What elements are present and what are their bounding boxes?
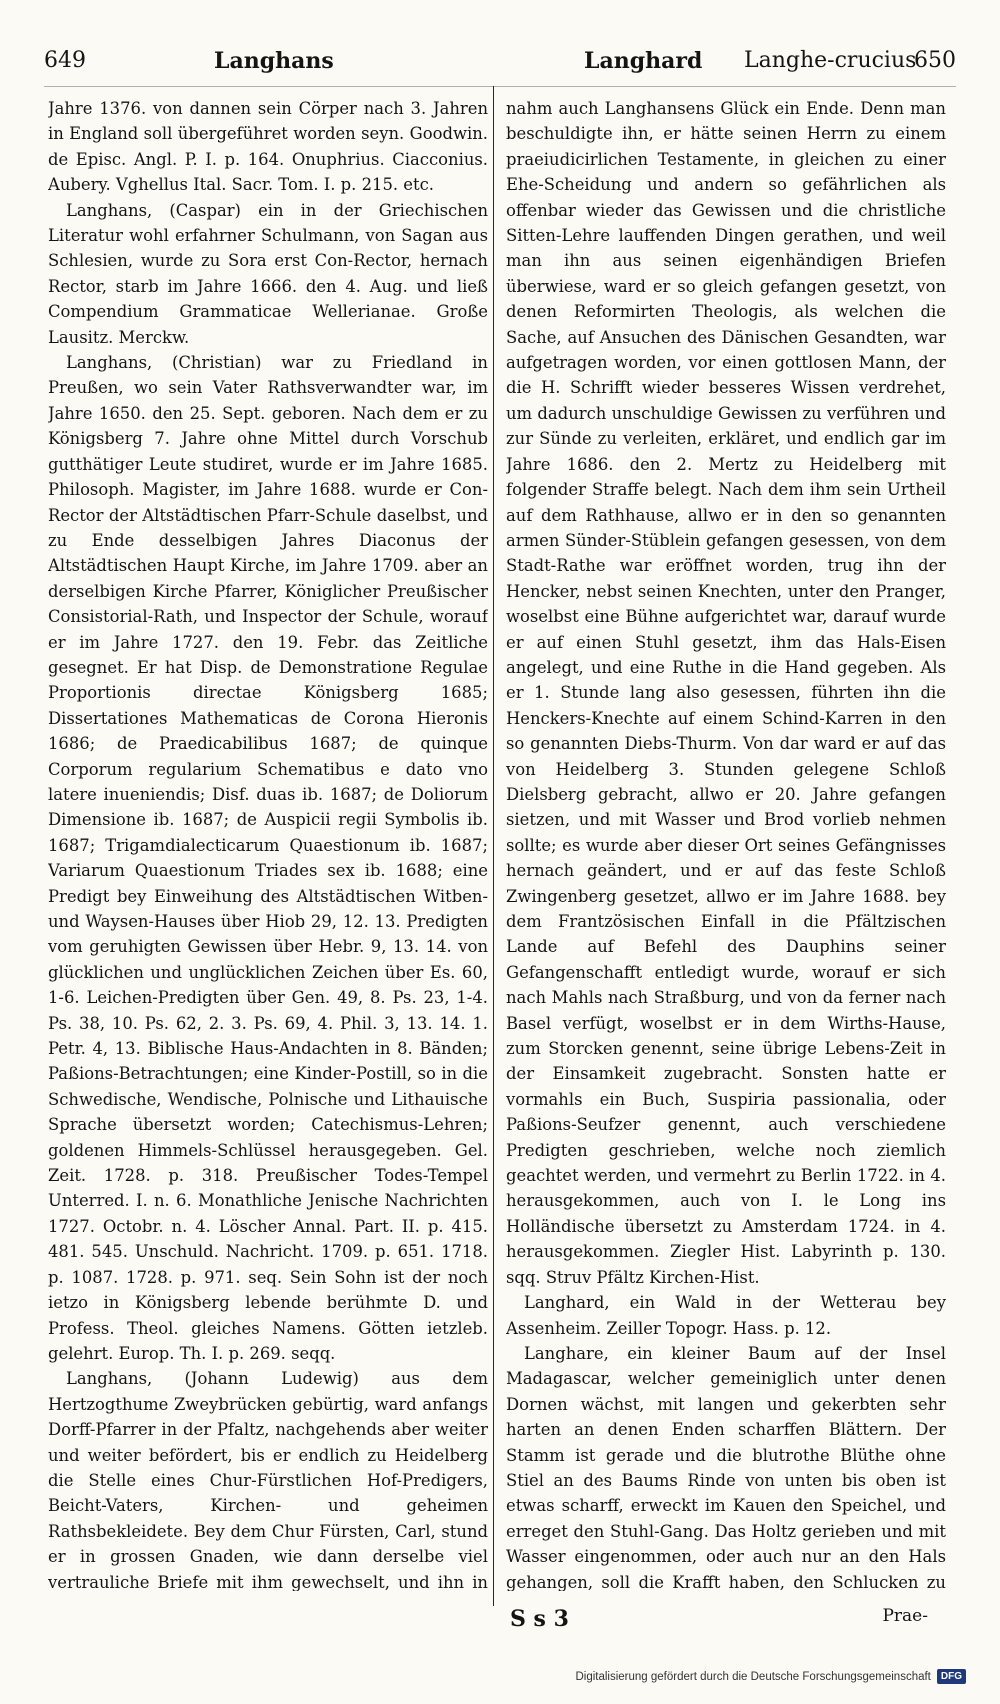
left-page-number: 649 <box>44 48 86 73</box>
entry-langhare: Langhare, ein kleiner Baum auf der Insel Madagascar, welcher gemeiniglich unter denen Dornen wächst, mit langen und gekerbten sehr harten an denen Enden scharffen Blättern. Der Stamm ist gerade und die blutrothe Blüthe ohne Stiel an des Baums Rinde von unten bis oben ist etwas scharff, erweckt im Kauen den Speichel, und erreget den Stuhl-Gang. Das Holtz gerieben und mit Wasser eingenommen, oder auch nur an den Hals gehangen, soll die Krafft haben, den Schlucken zu <box>506 1343 946 1591</box>
entry-langhans-johann-ludewig: Langhans, (Johann Ludewig) aus dem Hertzogthume Zweybrücken gebürtig, ward anfangs Dorff-Pfarrer in der Pfaltz, nachgehends aber weiter und weiter befördert, bis er endlich zu Heidelberg die Stelle eines Chur-Fürstlichen Hof-Predigers, Beicht-Vaters, Kirchen- und geheimen Rathsbekleidete. Bey dem Chur Fürsten, Carl, stund er in grossen Gnaden, wie dann derselbe viel vertrauliche Briefe mit ihm gewechselt, und ihn in <box>48 1369 488 1591</box>
right-subword: Langhe-crucius <box>744 48 917 73</box>
right-page-number: 650 <box>914 48 956 73</box>
header-rule <box>44 86 956 87</box>
entry-langhans-caspar: Langhans, (Caspar) ein in der Griechischen Literatur wohl erfahrner Schulmann, von Sagan aus Schlesien, wurde zu Sora erst Con-Rector, hernach Rector, starb im Jahre 1666. den 4. Aug. und ließ Compendium Grammaticae Wellerianae. Große Lausitz. Merckw. <box>48 200 488 347</box>
entry-langhans-christian: Langhans, (Christian) war zu Friedland in Preußen, wo sein Vater Rathsverwandter war, im Jahre 1650. den 25. Sept. geboren. Nach dem er zu Königsberg 7. Jahre ohne Mittel durch Vorschub gutthätiger Leute studiret, wurde er im Jahre 1685. Philosoph. Magister, im Jahre 1688. wurde er Con-Rector der Altstädtischen Pfarr-Schule daselbst, und zu Ende desselbigen Jahres Diaconus der Altstädtischen Haupt Kirche, im Jahre 1709. aber an derselbigen Kirche Pfarrer, Königlicher Preußischer Consistorial-Rath, und Inspector der Schule, worauf er im Jahre 1727. den 19. Febr. das Zeitliche gesegnet. Er hat Disp. de Demonstratione Regulae Proportionis directae Königsberg 1685; Dissertationes Mathematicas de Corona Hieronis 1686; de Praedicabilibus 1687; de quinque Corporum regularium Schematibus e dato vno latere inueniendis; Disf. duas ib. 1687; de Doliorum Dimensione ib. 1687; de Auspicii regii Symbolis ib. 1687; Trigamdialecticarum Quaestionum ib. 1687; Variarum Quaestionum Triades sex ib. 1688; eine Predigt bey Einweihung des Altstädtischen Witben- und Waysen-Hauses über Hiob 29, 12. 13. Predigten vom geruhigten Gewissen über Hebr. 9, 13. 14. von glücklichen und unglücklichen Zeichen über Es. 60, 1-6. Leichen-Predigten über Gen. 49, 8. Ps. 23, 1-4. Ps. 38, 10. Ps. 62, 2. 3. Ps. 69, 4. Phil. 3, 13. 14. 1. Petr. 4, 13. Biblische Haus-Andachten in 8. Bänden; Paßions-Betrachtungen; eine Kinder-Postill, so in die Schwedische, Wendische, Polnische und Lithauische Sprache übersetzt worden; Catechismus-Lehren; goldenen Himmels-Schlüssel herausgegeben. Gel. Zeit. 1728. p. 318. Preußischer Todes-Tempel Unterred. I. n. 6. Monathliche Jenische Nachrichten 1727. Octobr. n. 4. Löscher Annal. Part. II. p. 415. 481. 545. Unschuld. Nachricht. 1709. p. 651. 1718. p. 1087. 1728. p. 971. seq. Sein Sohn ist der noch ietzo in Königsberg lebende berühmte D. und Profess. Theol. gleiches Namens. Götten ietzleb. gelehrt. Europ. Th. I. p. 269. seqq. <box>48 353 488 1363</box>
entry-paragraph: nahm auch Langhansens Glück ein Ende. Denn man beschuldigte ihn, er hätte seinen Herrn zu einem praeiudicirlichen Testamente, in gleichen zu einer Ehe-Scheidung und andern so gefährlichen als offenbar wieder das Gewissen und die christliche Sitten-Lehre lauffenden Dingen gerathen, und weil man ihn aus seinen eigenhändigen Briefen überwiese, ward er so gleich gefangen gesetzt, von denen Reformirten Theologis, als welchen die Sache, auf Ansuchen des Dänischen Gesandten, war aufgetragen worden, vor einen gottlosen Mann, der die H. Schrifft wieder besseres Wissen verdrehet, um dadurch unschuldige Gewissen zu verführen und zur Sünde zu verleiten, erkläret, und endlich gar im Jahre 1686. den 2. Mertz zu Heidelberg mit folgender Straffe belegt. Nach dem ihm sein Urtheil auf dem Rathhause, allwo er in den so genannten armen Sünder-Stüblein gefangen gesessen, von dem Stadt-Rathe war eröffnet worden, trug ihn der Hencker, nebst seinen Knechten, unter den Pranger, woselbst eine Bühne aufgerichtet war, darauf wurde er auf einen Stuhl gesetzt, ihm das Hals-Eisen angelegt, und eine Ruthe in die Hand gegeben. Als er 1. Stunde lang also gesessen, führten ihn die Henckers-Knechte auf einem Schind-Karren in den so genannten Diebs-Thurm. Von dar ward er auf das von Heidelberg 3. Stunden gelegene Schloß Dielsberg gebracht, allwo er 20. Jahre gefangen sietzen, und mit Wasser und Brod vorlieb nehmen sollte; es wurde aber dieser Ort seines Gefängnisses hernach geändert, und er auf das feste Schloß Zwingenberg gesetzet, allwo er im Jahre 1688. bey dem Frantzösischen Einfall in die Pfältzischen Lande auf Befehl des Dauphins seiner Gefangenschafft entledigt wurde, worauf er sich nach Mahls nach Straßburg, und von da ferner nach Basel verfügt, woselbst er in dem Wirths-Hause, zum Storcken genennt, seine übrige Lebens-Zeit in der Einsamkeit zugebracht. Sonsten hatte er vormahls ein Buch, Suspiria passionalia, oder Paßions-Seufzer genennt, auch verschiedene Predigten geschrieben, welche noch ziemlich geachtet werden, und vermehrt zu Berlin 1722. in 4. herausgekommen, auch von I. le Long ins Holländische übersetzt zu Amsterdam 1724. in 4. herausgekommen. Ziegler Hist. Labyrinth p. 130. sqq. Struv Pfältz Kirchen-Hist. <box>506 99 946 1287</box>
entry-langhard: Langhard, ein Wald in der Wetterau bey Assenheim. Zeiller Topogr. Hass. p. 12. <box>506 1293 946 1338</box>
digitization-footer <box>575 1669 966 1684</box>
left-headword: Langhans <box>214 48 334 74</box>
footer-text: Digitalisierung gefördert durch die Deutsche Forschungsgemeinschaft <box>575 1670 931 1683</box>
entry-paragraph: Jahre 1376. von dannen sein Cörper nach 3. Jahren in England soll übergeführet worden seyn. Goodwin. de Episc. Angl. P. I. p. 164. Onuphrius. Ciacconius. Aubery. Vghellus Ital. Sacr. Tom. I. p. 215. etc. <box>48 99 488 195</box>
catchword: Prae- <box>882 1606 928 1626</box>
right-column <box>506 96 946 1591</box>
page-header <box>44 48 956 86</box>
left-column <box>48 96 488 1591</box>
right-headword: Langhard <box>584 48 703 74</box>
signature-mark: S s 3 <box>510 1606 569 1632</box>
column-divider <box>493 86 494 1606</box>
dfg-logo-icon: DFG <box>937 1669 966 1684</box>
